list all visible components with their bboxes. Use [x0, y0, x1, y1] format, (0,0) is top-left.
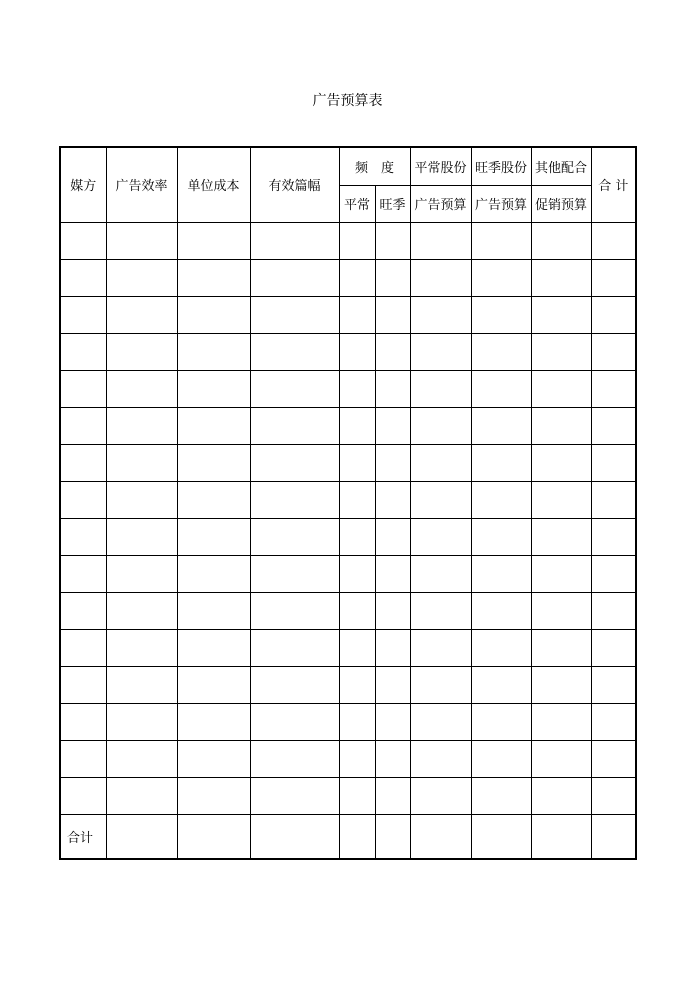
header-freq-normal: 平常: [339, 185, 375, 222]
table-cell[interactable]: [61, 222, 106, 259]
table-cell[interactable]: [250, 703, 339, 740]
table-cell[interactable]: [106, 333, 177, 370]
table-cell[interactable]: [61, 629, 106, 666]
table-cell[interactable]: [250, 296, 339, 333]
table-cell[interactable]: [375, 703, 410, 740]
table-row: [61, 666, 635, 703]
table-cell[interactable]: [471, 592, 531, 629]
table-cell[interactable]: [61, 333, 106, 370]
table-cell[interactable]: [250, 629, 339, 666]
table-cell[interactable]: [375, 740, 410, 777]
table-cell[interactable]: [591, 740, 635, 777]
table-cell[interactable]: [410, 740, 471, 777]
table-cell[interactable]: [410, 333, 471, 370]
header-media: 媒方: [61, 148, 106, 222]
table-cell[interactable]: [339, 814, 375, 858]
table-cell[interactable]: [375, 444, 410, 481]
table-row: [61, 333, 635, 370]
table-cell[interactable]: [106, 407, 177, 444]
table-cell[interactable]: [375, 370, 410, 407]
table-cell[interactable]: [410, 407, 471, 444]
table-cell[interactable]: [106, 222, 177, 259]
table-row: [61, 592, 635, 629]
table-row: [61, 296, 635, 333]
table-cell[interactable]: [410, 814, 471, 858]
table-cell[interactable]: [531, 481, 591, 518]
table-cell[interactable]: [177, 740, 250, 777]
table-cell[interactable]: [471, 518, 531, 555]
table-cell[interactable]: [106, 259, 177, 296]
table-cell[interactable]: [106, 629, 177, 666]
table-cell[interactable]: [410, 259, 471, 296]
table-cell[interactable]: [339, 518, 375, 555]
header-total: 合 计: [591, 148, 635, 222]
table-cell[interactable]: [61, 666, 106, 703]
table-cell[interactable]: [339, 777, 375, 814]
table-cell[interactable]: [61, 444, 106, 481]
table-cell[interactable]: [250, 370, 339, 407]
table-cell[interactable]: [339, 629, 375, 666]
table-row: [61, 444, 635, 481]
table-cell[interactable]: [531, 518, 591, 555]
table-cell[interactable]: [375, 222, 410, 259]
table-cell[interactable]: [591, 296, 635, 333]
table-cell[interactable]: [375, 666, 410, 703]
table-cell[interactable]: [61, 481, 106, 518]
budget-table-frame: [59, 146, 637, 860]
table-cell[interactable]: [250, 259, 339, 296]
table-cell[interactable]: [339, 481, 375, 518]
table-cell[interactable]: [410, 518, 471, 555]
table-row: [61, 370, 635, 407]
table-cell[interactable]: [375, 629, 410, 666]
table-cell[interactable]: [250, 222, 339, 259]
table-cell[interactable]: [177, 518, 250, 555]
table-cell[interactable]: [177, 629, 250, 666]
header-promo-budget: 促销预算: [531, 185, 591, 222]
table-cell[interactable]: [410, 222, 471, 259]
table-cell[interactable]: [250, 444, 339, 481]
table-row: [61, 259, 635, 296]
table-cell[interactable]: [471, 444, 531, 481]
table-cell[interactable]: [591, 592, 635, 629]
table-row: [61, 740, 635, 777]
table-cell[interactable]: [339, 296, 375, 333]
table-cell[interactable]: [250, 518, 339, 555]
table-cell[interactable]: [61, 259, 106, 296]
table-cell[interactable]: [531, 703, 591, 740]
table-cell[interactable]: [410, 481, 471, 518]
table-cell[interactable]: [591, 814, 635, 858]
table-cell[interactable]: [177, 592, 250, 629]
header-frequency: 频 度: [339, 148, 410, 185]
table-cell[interactable]: [531, 370, 591, 407]
table-cell[interactable]: [471, 666, 531, 703]
total-row-label: 合计: [61, 814, 106, 858]
table-row: [61, 481, 635, 518]
table-cell[interactable]: [250, 777, 339, 814]
table-cell[interactable]: [375, 481, 410, 518]
table-cell[interactable]: [410, 777, 471, 814]
table-cell[interactable]: [375, 777, 410, 814]
table-cell[interactable]: [410, 296, 471, 333]
table-cell[interactable]: [531, 296, 591, 333]
table-cell[interactable]: [531, 777, 591, 814]
header-unit-cost: 单位成本: [177, 148, 250, 222]
table-cell[interactable]: [471, 629, 531, 666]
table-cell[interactable]: [591, 629, 635, 666]
table-cell[interactable]: [177, 333, 250, 370]
table-cell[interactable]: [591, 518, 635, 555]
table-cell[interactable]: [106, 296, 177, 333]
table-cell[interactable]: [471, 555, 531, 592]
table-cell[interactable]: [250, 333, 339, 370]
table-cell[interactable]: [410, 592, 471, 629]
table-cell[interactable]: [591, 666, 635, 703]
table-cell[interactable]: [339, 333, 375, 370]
table-cell[interactable]: [339, 259, 375, 296]
table-row: [61, 518, 635, 555]
table-cell[interactable]: [106, 703, 177, 740]
table-cell[interactable]: [471, 740, 531, 777]
table-cell[interactable]: [531, 629, 591, 666]
table-cell[interactable]: [177, 703, 250, 740]
table-cell[interactable]: [471, 296, 531, 333]
table-cell[interactable]: [106, 592, 177, 629]
table-cell[interactable]: [591, 259, 635, 296]
table-cell[interactable]: [177, 666, 250, 703]
table-cell[interactable]: [375, 407, 410, 444]
table-cell[interactable]: [339, 740, 375, 777]
table-cell[interactable]: [375, 555, 410, 592]
table-cell[interactable]: [61, 592, 106, 629]
table-cell[interactable]: [61, 296, 106, 333]
header-normal-share: 平常股份: [410, 148, 471, 185]
table-cell[interactable]: [339, 666, 375, 703]
page-title: 广告预算表: [312, 93, 383, 109]
header-row-top: [61, 148, 635, 185]
header-peak-budget: 广告预算: [471, 185, 531, 222]
table-cell[interactable]: [410, 370, 471, 407]
table-cell[interactable]: [410, 703, 471, 740]
table-cell[interactable]: [177, 296, 250, 333]
header-ad-efficiency: 广告效率: [106, 148, 177, 222]
header-normal-budget: 广告预算: [410, 185, 471, 222]
table-cell[interactable]: [471, 407, 531, 444]
table-cell[interactable]: [591, 222, 635, 259]
table-cell[interactable]: [591, 481, 635, 518]
table-cell[interactable]: [250, 666, 339, 703]
table-cell[interactable]: [61, 777, 106, 814]
table-cell[interactable]: [339, 555, 375, 592]
table-cell[interactable]: [471, 703, 531, 740]
table-cell[interactable]: [375, 259, 410, 296]
table-cell[interactable]: [591, 777, 635, 814]
header-other: 其他配合: [531, 148, 591, 185]
table-cell[interactable]: [106, 370, 177, 407]
table-cell[interactable]: [531, 333, 591, 370]
table-cell[interactable]: [250, 592, 339, 629]
table-cell[interactable]: [177, 370, 250, 407]
table-cell[interactable]: [106, 481, 177, 518]
table-cell[interactable]: [591, 555, 635, 592]
table-cell[interactable]: [375, 333, 410, 370]
table-cell[interactable]: [471, 259, 531, 296]
table-cell[interactable]: [531, 407, 591, 444]
table-cell[interactable]: [177, 777, 250, 814]
table-cell[interactable]: [339, 703, 375, 740]
table-cell[interactable]: [471, 814, 531, 858]
table-cell[interactable]: [106, 555, 177, 592]
table-row: [61, 407, 635, 444]
table-cell[interactable]: [410, 666, 471, 703]
table-cell[interactable]: [531, 555, 591, 592]
table-row: [61, 555, 635, 592]
table-cell[interactable]: [531, 666, 591, 703]
table-cell[interactable]: [339, 407, 375, 444]
table-cell[interactable]: [375, 518, 410, 555]
table-cell[interactable]: [106, 666, 177, 703]
table-cell[interactable]: [339, 444, 375, 481]
table-cell[interactable]: [471, 333, 531, 370]
table-cell[interactable]: [591, 333, 635, 370]
table-cell[interactable]: [61, 370, 106, 407]
header-freq-peak: 旺季: [375, 185, 410, 222]
table-cell[interactable]: [410, 629, 471, 666]
table-cell[interactable]: [106, 518, 177, 555]
table-cell[interactable]: [177, 444, 250, 481]
table-cell[interactable]: [471, 370, 531, 407]
table-cell[interactable]: [177, 407, 250, 444]
table-cell[interactable]: [106, 444, 177, 481]
table-cell[interactable]: [471, 481, 531, 518]
table-cell[interactable]: [471, 777, 531, 814]
table-cell[interactable]: [591, 444, 635, 481]
table-cell[interactable]: [591, 407, 635, 444]
table-cell[interactable]: [61, 703, 106, 740]
table-cell[interactable]: [591, 370, 635, 407]
header-effective-length: 有效篇幅: [250, 148, 339, 222]
table-cell[interactable]: [250, 555, 339, 592]
table-cell[interactable]: [339, 370, 375, 407]
header-peak-share: 旺季股份: [471, 148, 531, 185]
table-cell[interactable]: [177, 814, 250, 858]
table-cell[interactable]: [61, 407, 106, 444]
table-cell[interactable]: [250, 814, 339, 858]
table-cell[interactable]: [531, 222, 591, 259]
total-row: [61, 814, 635, 858]
table-row: [61, 629, 635, 666]
table-cell[interactable]: [177, 222, 250, 259]
table-cell[interactable]: [106, 814, 177, 858]
table-cell[interactable]: [531, 814, 591, 858]
table-cell[interactable]: [410, 444, 471, 481]
table-cell[interactable]: [339, 222, 375, 259]
table-cell[interactable]: [61, 740, 106, 777]
table-cell[interactable]: [531, 740, 591, 777]
table-cell[interactable]: [61, 518, 106, 555]
table-cell[interactable]: [177, 481, 250, 518]
table-cell[interactable]: [61, 555, 106, 592]
table-cell[interactable]: [250, 740, 339, 777]
table-cell[interactable]: [106, 777, 177, 814]
table-cell[interactable]: [531, 444, 591, 481]
table-cell[interactable]: [375, 592, 410, 629]
table-cell[interactable]: [177, 555, 250, 592]
table-row: [61, 703, 635, 740]
table-cell[interactable]: [250, 481, 339, 518]
table-cell[interactable]: [531, 592, 591, 629]
table-cell[interactable]: [410, 555, 471, 592]
table-row: [61, 777, 635, 814]
table-row: [61, 222, 635, 259]
table-cell[interactable]: [106, 740, 177, 777]
table-cell[interactable]: [591, 703, 635, 740]
table-cell[interactable]: [177, 259, 250, 296]
table-cell[interactable]: [531, 259, 591, 296]
table-cell[interactable]: [375, 296, 410, 333]
ad-budget-table: [61, 148, 635, 858]
table-cell[interactable]: [250, 407, 339, 444]
table-cell[interactable]: [339, 592, 375, 629]
table-cell[interactable]: [471, 222, 531, 259]
table-cell[interactable]: [375, 814, 410, 858]
